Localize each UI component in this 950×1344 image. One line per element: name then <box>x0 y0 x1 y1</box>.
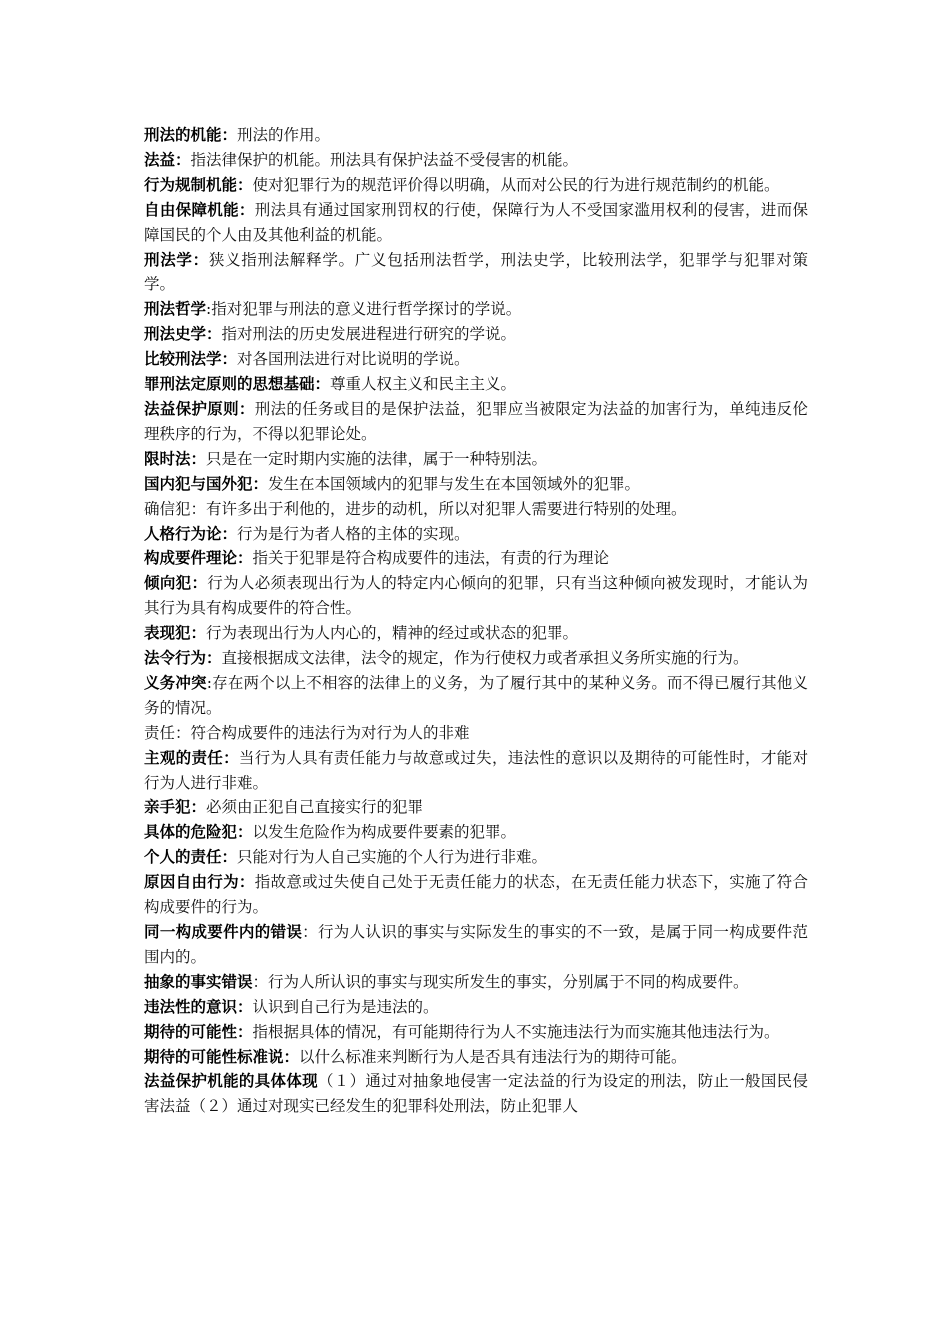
definition-text: 指故意或过失使自己处于无责任能力的状态，在无责任能力状态下，实施了符合构成要件的行为。 <box>144 873 808 917</box>
definition-entry <box>144 497 808 522</box>
definition-entry <box>144 571 808 621</box>
definition-entry <box>144 621 808 646</box>
definition-term: 义务冲突 <box>144 673 207 692</box>
definition-text: 尊重人权主义和民主主义。 <box>330 375 517 394</box>
definition-term: 违法性的意识： <box>144 997 253 1016</box>
definition-text: 指对刑法的历史发展进程进行研究的学说。 <box>221 325 517 344</box>
definition-text: :指对犯罪与刑法的意义进行哲学探讨的学说。 <box>206 300 522 319</box>
definition-text: 指关于犯罪是符合构成要件的违法，有责的行为理论 <box>252 549 610 568</box>
definition-text: 以什么标准来判断行为人是否具有违法行为的期待可能。 <box>299 1047 687 1066</box>
definition-term: 同一构成要件内的错误 <box>144 923 303 941</box>
definition-text: 符合构成要件的违法行为对行为人的非难 <box>190 723 470 742</box>
definition-text: 行为表现出行为人内心的，精神的经过或状态的犯罪。 <box>206 624 579 643</box>
definition-entry <box>144 870 808 920</box>
definition-term: 刑法学： <box>144 250 209 269</box>
definition-term: 国内犯与国外犯： <box>144 474 269 493</box>
definition-term: 刑法哲学 <box>144 300 207 319</box>
definition-term: 构成要件理论： <box>144 549 253 568</box>
definition-entry <box>144 746 808 796</box>
definition-entry <box>144 173 808 198</box>
definition-term: 主观的责任： <box>144 748 239 767</box>
definition-text: 对各国刑法进行对比说明的学说。 <box>237 350 470 369</box>
definition-entry <box>144 148 808 173</box>
definition-text: 以发生危险作为构成要件要素的犯罪。 <box>252 823 517 842</box>
definition-text: 刑法的任务或目的是保护法益，犯罪应当被限定为法益的加害行为，单纯违反伦理秩序的行为，不得以犯罪论处。 <box>144 399 808 443</box>
definition-text: （１）通过对抽象地侵害一定法益的行为设定的刑法，防止一般国民侵害法益（２）通过对现实已经发生的犯罪科处刑法，防止犯罪人 <box>144 1072 808 1116</box>
definition-entry <box>144 970 808 995</box>
definition-text: 刑法的作用。 <box>237 126 331 144</box>
definition-term: 原因自由行为： <box>144 873 255 892</box>
definition-text: 行为是行为者人格的主体的实现。 <box>237 524 470 543</box>
definition-term: 期待的可能性标准说： <box>144 1047 300 1066</box>
definition-entry <box>144 845 808 870</box>
definition-term: 倾向犯： <box>144 574 208 593</box>
definition-entry <box>144 646 808 671</box>
definition-entry <box>144 322 808 347</box>
definition-entry <box>144 1069 808 1119</box>
definition-entry <box>144 795 808 820</box>
definition-term: 罪刑法定原则的思想基础： <box>144 375 331 394</box>
definition-entry <box>144 546 808 571</box>
definition-term: 法令行为： <box>144 649 222 668</box>
definition-text: 刑法具有通过国家刑罚权的行使，保障行为人不受国家滥用权利的侵害，进而保障国民的个人由及其他利益的机能。 <box>144 200 808 244</box>
definition-entry <box>144 920 808 970</box>
definition-entry <box>144 198 808 248</box>
definition-term: 行为规制机能： <box>144 175 253 194</box>
definition-term: 比较刑法学： <box>144 350 238 369</box>
definition-term: 抽象的事实错误 <box>144 972 253 991</box>
definition-entry <box>144 347 808 372</box>
definition-entry <box>144 248 808 298</box>
definition-term: 亲手犯： <box>144 798 207 817</box>
definition-text: 行为人必须表现出行为人的特定内心倾向的犯罪，只有当这种倾向被发现时，才能认为其行为具有构成要件的符合性。 <box>144 574 808 618</box>
definition-term: 具体的危险犯： <box>144 823 253 842</box>
definition-text: 指根据具体的情况，有可能期待行为人不实施违法行为而实施其他违法行为。 <box>252 1022 780 1041</box>
definition-term: 刑法的机能： <box>144 126 238 144</box>
definition-entry <box>144 472 808 497</box>
definition-term: 限时法： <box>144 449 207 468</box>
definition-entry <box>144 522 808 547</box>
definition-term: 个人的责任： <box>144 848 238 867</box>
definition-text: 当行为人具有责任能力与故意或过失，违法性的意识以及期待的可能性时，才能对行为人进行非难。 <box>144 748 808 792</box>
document-body <box>144 123 808 1119</box>
definition-text: 只是在一定时期内实施的法律，属于一种特别法。 <box>206 449 548 468</box>
definition-text: 必须由正犯自己直接实行的犯罪 <box>206 798 424 817</box>
definition-term: 表现犯： <box>144 624 207 643</box>
definition-entry <box>144 447 808 472</box>
definition-text: ：行为人认识的事实与实际发生的事实的不一致，是属于同一构成要件范围内的。 <box>144 923 808 966</box>
definition-entry <box>144 1045 808 1070</box>
definition-text: :存在两个以上不相容的法律上的义务，为了履行其中的某种义务。而不得已履行其他义务的情况。 <box>144 673 808 717</box>
definition-term: 责任： <box>144 723 191 742</box>
definition-term: 自由保障机能： <box>144 200 255 219</box>
definition-text: 狭义指刑法解释学。广义包括刑法哲学，刑法史学，比较刑法学，犯罪学与犯罪对策学。 <box>144 250 808 294</box>
definition-entry <box>144 671 808 721</box>
definition-term: 法益： <box>144 150 191 169</box>
definition-text: ：行为人所认识的事实与现实所发生的事实，分别属于不同的构成要件。 <box>252 972 749 991</box>
definition-text: 只能对行为人自己实施的个人行为进行非难。 <box>237 848 548 867</box>
definition-term: 确信犯： <box>144 499 207 518</box>
definition-term: 期待的可能性： <box>144 1022 253 1041</box>
definition-entry <box>144 820 808 845</box>
definition-entry <box>144 297 808 322</box>
definition-text: 认识到自己行为是违法的。 <box>252 997 439 1016</box>
definition-term: 人格行为论： <box>144 524 238 543</box>
definition-term: 刑法史学： <box>144 325 222 344</box>
definition-term: 法益保护原则： <box>144 399 255 418</box>
definition-entry <box>144 372 808 397</box>
definition-text: 发生在本国领域内的犯罪与发生在本国领域外的犯罪。 <box>268 474 641 493</box>
definition-text: 指法律保护的机能。刑法具有保护法益不受侵害的机能。 <box>190 150 579 169</box>
definition-entry <box>144 1020 808 1045</box>
definition-text: 使对犯罪行为的规范评价得以明确，从而对公民的行为进行规范制约的机能。 <box>252 175 780 194</box>
definition-text: 有许多出于利他的，进步的动机，所以对犯罪人需要进行特别的处理。 <box>206 499 687 518</box>
definition-entry <box>144 397 808 447</box>
definition-text: 直接根据成文法律，法令的规定，作为行使权力或者承担义务所实施的行为。 <box>221 649 749 668</box>
definition-entry <box>144 721 808 746</box>
definition-term: 法益保护机能的具体体现 <box>144 1072 318 1091</box>
definition-entry <box>144 123 808 148</box>
definition-entry <box>144 995 808 1020</box>
